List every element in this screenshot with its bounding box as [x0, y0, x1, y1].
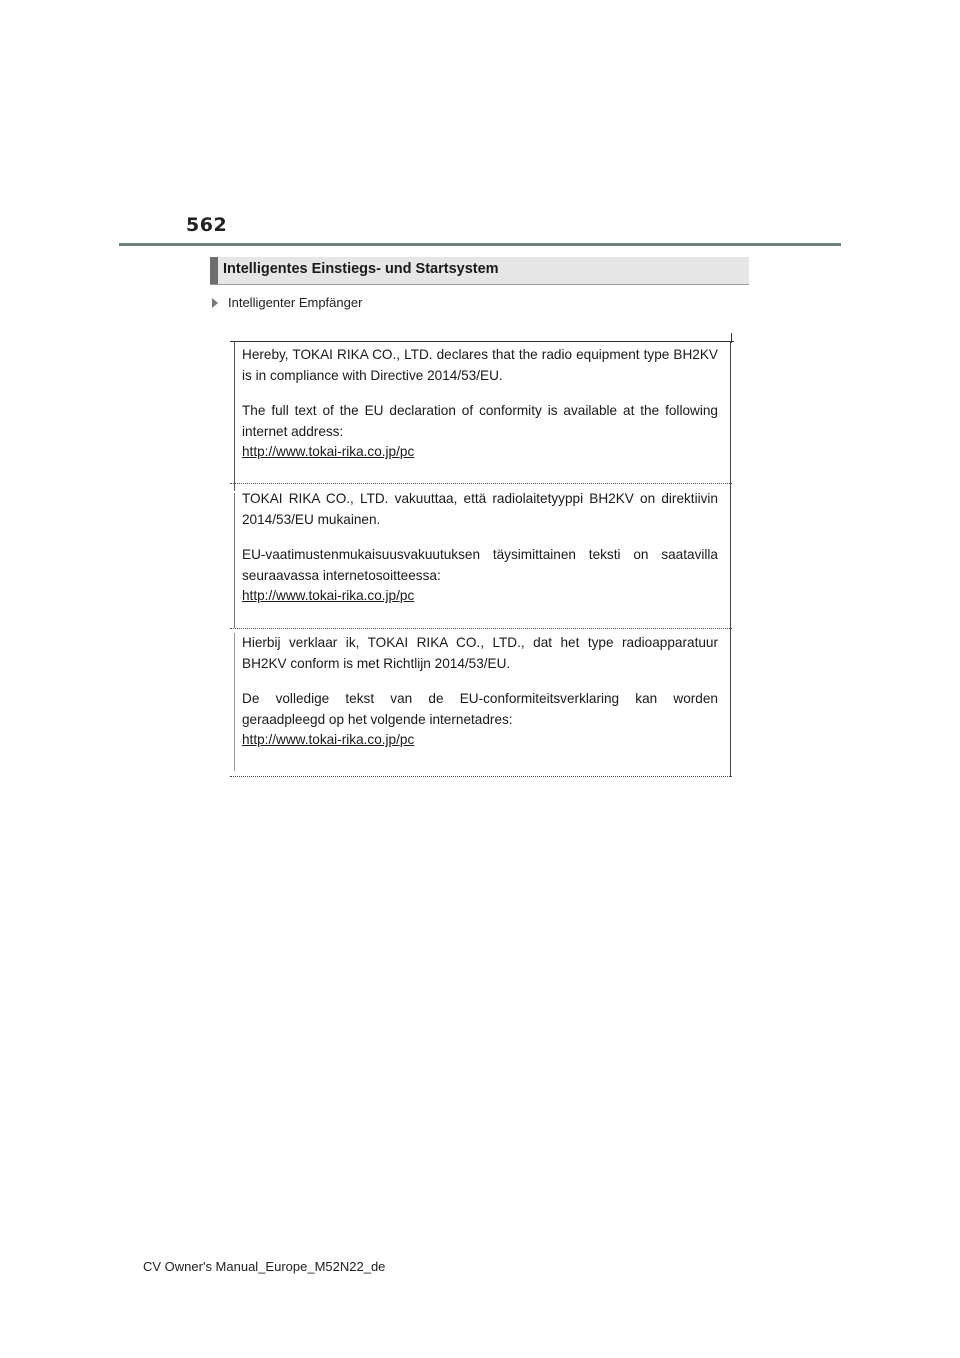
declaration-english	[242, 345, 718, 463]
declaration-availability: De volledige tekst van de EU-conformiteitsverklaring kan worden geraadpleegd op het volgende internetadres:	[242, 691, 718, 727]
section-title: Intelligentes Einstiegs- und Startsystem	[223, 261, 499, 277]
section-divider	[230, 483, 732, 484]
header-rule	[119, 243, 841, 246]
scan-border-left	[234, 493, 235, 628]
scan-border-right	[730, 341, 731, 777]
subheading	[212, 295, 362, 310]
declaration-statement: TOKAI RIKA CO., LTD. vakuuttaa, että radiolaitetyyppi BH2KV on direktiivin 2014/53/EU mukainen.	[242, 491, 718, 527]
declaration-finnish	[242, 489, 718, 607]
page-number: 562	[186, 214, 228, 236]
declaration-availability: The full text of the EU declaration of conformity is available at the following internet address:	[242, 403, 718, 439]
scan-border-bottom	[230, 776, 732, 777]
scan-border-top	[230, 341, 734, 342]
declaration-statement: Hereby, TOKAI RIKA CO., LTD. declares that the radio equipment type BH2KV is in compliance with Directive 2014/53/EU.	[242, 347, 718, 383]
scan-corner-tick	[731, 333, 732, 343]
declaration-link[interactable]: http://www.tokai-rika.co.jp/pc	[242, 588, 415, 603]
section-divider	[230, 628, 732, 629]
section-header	[210, 257, 749, 285]
declaration-availability: EU-vaatimustenmukaisuusvakuutuksen täysimittainen teksti on saatavilla seuraavassa internetosoitteessa:	[242, 547, 718, 583]
subheading-label: Intelligenter Empfänger	[228, 295, 363, 310]
declaration-link[interactable]: http://www.tokai-rika.co.jp/pc	[242, 732, 415, 747]
declaration-statement: Hierbij verklaar ik, TOKAI RIKA CO., LTD., dat het type radioapparatuur BH2KV conform is met Richtlijn 2014/53/EU.	[242, 635, 718, 671]
declaration-dutch	[242, 633, 718, 751]
scan-border-left	[234, 341, 235, 491]
footer-manual-id: CV Owner's Manual_Europe_M52N22_de	[143, 1259, 386, 1274]
scan-border-left	[234, 633, 235, 771]
triangle-bullet-icon	[212, 298, 218, 308]
declaration-of-conformity-scan	[228, 333, 734, 779]
declaration-link[interactable]: http://www.tokai-rika.co.jp/pc	[242, 444, 415, 459]
section-header-accent-bar	[210, 257, 218, 284]
